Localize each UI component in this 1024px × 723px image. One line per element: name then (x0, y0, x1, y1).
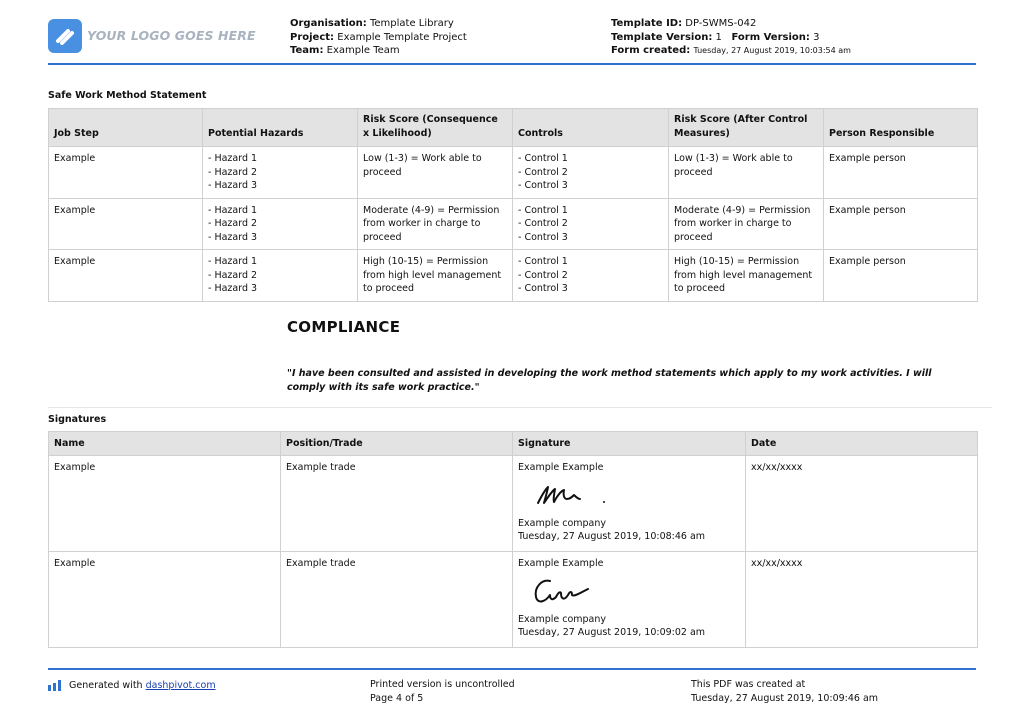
template-version-value: 1 (715, 31, 722, 43)
page-number: Page 4 of 5 (370, 692, 424, 704)
swms-table (48, 108, 978, 302)
hazard-item: - Hazard 1 (208, 256, 258, 267)
table-row (49, 198, 978, 250)
control-item: - Control 2 (518, 218, 568, 229)
hazard-item: - Hazard 3 (208, 283, 258, 294)
col-potential-hazards: Potential Hazards (203, 109, 358, 147)
project-label: Project: (290, 31, 335, 43)
col-person-responsible: Person Responsible (824, 109, 978, 147)
form-created-value: Tuesday, 27 August 2019, 10:03:54 am (693, 46, 851, 55)
table-row (49, 456, 978, 552)
hazard-item: - Hazard 1 (208, 153, 258, 164)
signer-name: Example Example (518, 558, 604, 569)
header-left-meta (290, 17, 467, 58)
pdf-created-value: Tuesday, 27 August 2019, 10:09:46 am (691, 692, 879, 704)
col-controls: Controls (513, 109, 669, 147)
date-cell: xx/xx/xxxx (746, 552, 978, 648)
col-job-step: Job Step (49, 109, 203, 147)
hazard-item: - Hazard 3 (208, 180, 258, 191)
person-cell: Example person (824, 198, 978, 250)
footer-generated (48, 679, 216, 693)
footer-center (370, 678, 515, 705)
swms-header-row (49, 109, 978, 147)
trade-cell: Example trade (281, 552, 513, 648)
controls-cell (513, 198, 669, 250)
control-item: - Control 1 (518, 153, 568, 164)
bar-chart-icon (48, 680, 64, 691)
table-row (49, 552, 978, 648)
hazards-cell (203, 250, 358, 302)
swms-title: Safe Work Method Statement (48, 90, 207, 101)
col-risk-score-after: Risk Score (After Control Measures) (669, 109, 824, 147)
form-version-label: Form Version: (731, 31, 810, 43)
signatures-title: Signatures (48, 414, 107, 425)
controls-cell (513, 250, 669, 302)
hazard-item: - Hazard 2 (208, 218, 258, 229)
signer-name: Example Example (518, 462, 604, 473)
person-cell: Example person (824, 250, 978, 302)
dashpivot-link[interactable]: dashpivot.com (145, 680, 216, 691)
pdf-created-label: This PDF was created at (691, 679, 806, 690)
risk-after-cell: Low (1-3) = Work able to proceed (669, 147, 824, 199)
controls-cell (513, 147, 669, 199)
compliance-statement: "I have been consulted and assisted in developing the work method statements which apply to my work activities. I will comply with its safe work practice." (287, 368, 932, 393)
name-cell: Example (49, 456, 281, 552)
header-divider (48, 63, 976, 65)
section-divider (48, 407, 992, 408)
risk-after-cell: High (10-15) = Permission from high level management to proceed (669, 250, 824, 302)
form-version-value: 3 (813, 31, 820, 43)
team-label: Team: (290, 45, 324, 56)
job-step-cell: Example (49, 250, 203, 302)
control-item: - Control 1 (518, 204, 568, 216)
template-id-value: DP-SWMS-042 (685, 18, 757, 29)
col-name: Name (49, 432, 281, 456)
control-item: - Control 2 (518, 166, 568, 178)
uncontrolled-note: Printed version is uncontrolled (370, 679, 515, 690)
signature-image (528, 573, 628, 609)
signed-at: Tuesday, 27 August 2019, 10:09:02 am (518, 627, 706, 638)
control-item: - Control 3 (518, 180, 568, 191)
risk-cell: High (10-15) = Permission from high level management to proceed (358, 250, 513, 302)
col-date: Date (746, 432, 978, 456)
table-row (49, 147, 978, 199)
signer-company: Example company (518, 517, 607, 529)
generated-prefix: Generated with (69, 680, 143, 691)
signatures-header-row (49, 432, 978, 456)
signature-image (532, 477, 632, 513)
signer-company: Example company (518, 613, 607, 625)
col-position-trade: Position/Trade (281, 432, 513, 456)
hazards-cell (203, 147, 358, 199)
hazard-item: - Hazard 1 (208, 204, 258, 216)
hazards-cell (203, 198, 358, 250)
person-cell: Example person (824, 147, 978, 199)
organisation-label: Organisation: (290, 18, 367, 29)
control-item: - Control 3 (518, 231, 568, 243)
template-version-label: Template Version: (611, 31, 713, 43)
control-item: - Control 1 (518, 256, 568, 267)
risk-cell: Moderate (4-9) = Permission from worker in charge to proceed (358, 198, 513, 250)
compliance-title: COMPLIANCE (287, 318, 401, 336)
footer-divider (48, 668, 976, 670)
control-item: - Control 3 (518, 283, 568, 294)
team-value: Example Team (326, 45, 400, 56)
footer-right (691, 678, 878, 705)
col-risk-score: Risk Score (Consequence x Likelihood) (358, 109, 513, 147)
risk-cell: Low (1-3) = Work able to proceed (358, 147, 513, 199)
hazard-item: - Hazard 2 (208, 166, 258, 178)
signed-at: Tuesday, 27 August 2019, 10:08:46 am (518, 531, 706, 542)
project-value: Example Template Project (337, 31, 467, 43)
signature-cell (513, 552, 746, 648)
control-item: - Control 2 (518, 269, 568, 281)
hazard-item: - Hazard 3 (208, 231, 258, 243)
job-step-cell: Example (49, 198, 203, 250)
name-cell: Example (49, 552, 281, 648)
risk-after-cell: Moderate (4-9) = Permission from worker in charge to proceed (669, 198, 824, 250)
hazard-item: - Hazard 2 (208, 269, 258, 281)
template-id-label: Template ID: (611, 18, 683, 29)
trade-cell: Example trade (281, 456, 513, 552)
header-right-meta (611, 17, 851, 58)
col-signature: Signature (513, 432, 746, 456)
signatures-table (48, 431, 978, 648)
table-row (49, 250, 978, 302)
date-cell: xx/xx/xxxx (746, 456, 978, 552)
signature-cell (513, 456, 746, 552)
logo-text: YOUR LOGO GOES HERE (87, 28, 256, 43)
organisation-value: Template Library (369, 18, 454, 29)
form-created-label: Form created: (611, 45, 691, 56)
logo-icon (48, 19, 82, 53)
job-step-cell: Example (49, 147, 203, 199)
